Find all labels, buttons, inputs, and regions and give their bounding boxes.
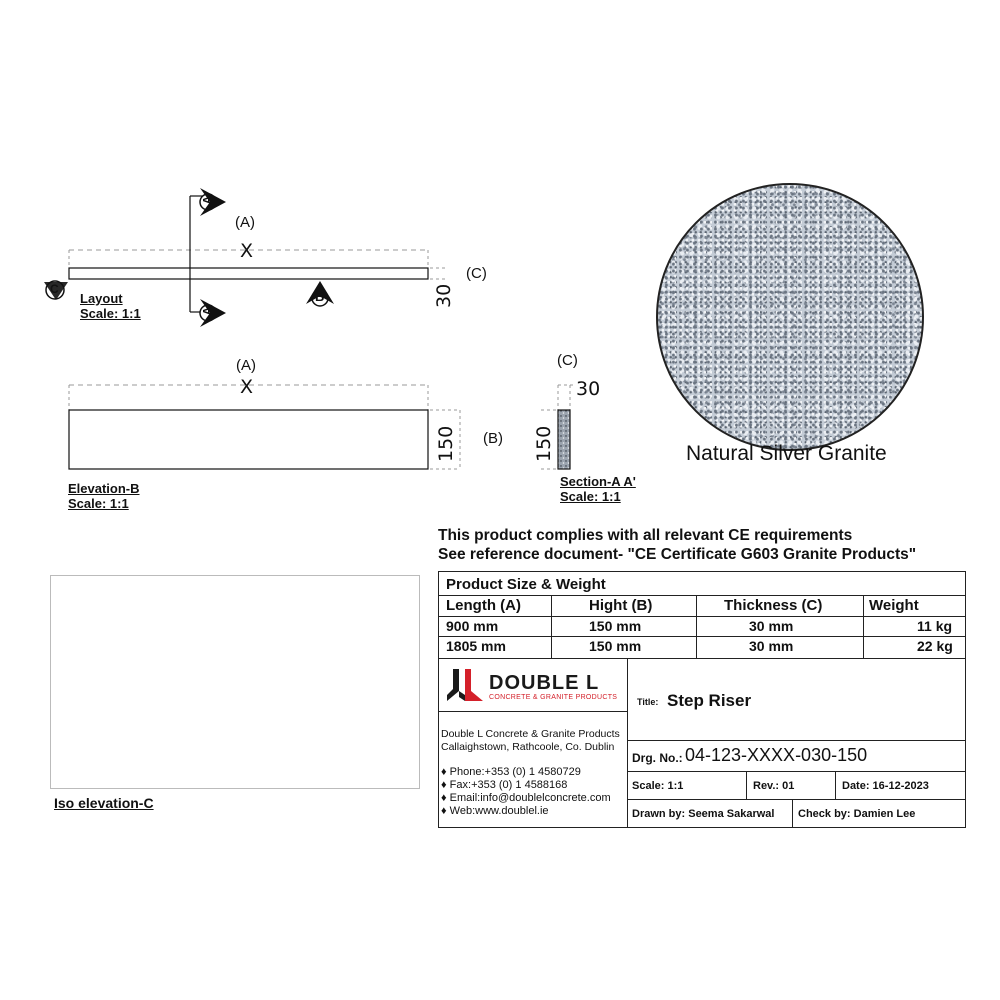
layout-outline	[69, 268, 428, 279]
material-name: Natural Silver Granite	[686, 442, 887, 465]
size-table-hline-3	[439, 636, 965, 637]
tb-scale: Scale: 1:1	[632, 780, 684, 792]
drg-label: Drg. No.:	[632, 751, 683, 765]
compliance-line-2: See reference document- "CE Certificate G603 Granite Products"	[438, 546, 917, 563]
elev-label-x: X	[240, 376, 254, 398]
header-thickness: Thickness (C)	[724, 597, 823, 614]
row1-height: 150 mm	[589, 618, 642, 634]
diamond-icon: ♦	[441, 792, 450, 804]
elevation-view-title: Elevation-B	[68, 481, 140, 496]
section-dim-thickness: 30	[576, 378, 601, 400]
company-fax: Fax:+353 (0) 1 4588168	[449, 779, 568, 791]
row2-thickness: 30 mm	[749, 638, 794, 654]
header-length: Length (A)	[446, 597, 521, 614]
granite-swatch	[656, 183, 924, 451]
diamond-icon: ♦	[441, 779, 450, 791]
tb-rev: Rev.: 01	[753, 780, 795, 792]
elevation-view-scale: Scale: 1:1	[68, 496, 129, 511]
iso-photo-frame	[50, 575, 420, 789]
company-address: Callaighstown, Rathcoole, Co. Dublin	[441, 741, 615, 753]
iso-caption: Iso elevation-C	[54, 795, 154, 811]
layout-dim-thickness: 30	[433, 283, 455, 308]
elev-dim-height: 150	[435, 425, 457, 462]
tb-drawn-by: Drawn by: Seema Sakarwal	[632, 808, 775, 820]
logo-text: DOUBLE L	[489, 672, 600, 694]
layout-label-x: X	[240, 240, 254, 262]
logo-mark-icon	[445, 667, 485, 703]
section-view-title: Section-A A'	[560, 474, 636, 489]
row2-length: 1805 mm	[446, 638, 506, 654]
elev-label-a: (A)	[236, 357, 256, 374]
compliance-line-1: This product complies with all relevant CE requirements	[438, 527, 853, 544]
size-table-title: Product Size & Weight	[446, 576, 606, 593]
elevation-view	[69, 385, 460, 469]
company-phone-row	[441, 766, 581, 778]
size-table-vline-2	[696, 595, 697, 659]
company-web: Web:www.doublel.ie	[449, 805, 549, 817]
size-table-vline-3	[863, 595, 864, 659]
tb-logo-divider	[439, 711, 627, 712]
size-table-vline-1	[551, 595, 552, 659]
layout-label-c: (C)	[466, 265, 487, 282]
section-c-letter: C	[50, 282, 59, 296]
diamond-icon: ♦	[441, 805, 450, 817]
tb-vline-drawn	[792, 799, 793, 827]
tb-vline-company	[627, 659, 628, 827]
header-height: Hight (B)	[589, 597, 653, 614]
tb-vline-rev	[835, 771, 836, 799]
section-a-bottom-letter: A	[200, 306, 215, 316]
title-value: Step Riser	[667, 691, 752, 710]
drg-value: 04-123-XXXX-030-150	[685, 745, 868, 765]
company-fax-row	[441, 779, 567, 791]
tb-hline-drg	[627, 771, 965, 772]
title-block	[438, 658, 966, 828]
logo-subtext: CONCRETE & GRANITE PRODUCTS	[489, 694, 618, 701]
layout-label-a: (A)	[235, 214, 255, 231]
logo-mark	[445, 667, 485, 703]
elevation-outline	[69, 410, 428, 469]
section-label-c: (C)	[557, 352, 578, 369]
company-web-row	[441, 805, 549, 817]
size-table	[438, 571, 966, 659]
size-table-hline-2	[439, 616, 965, 617]
layout-view-scale: Scale: 1:1	[80, 306, 141, 321]
tb-hline-scale	[627, 799, 965, 800]
company-name: Double L Concrete & Granite Products	[441, 728, 620, 740]
company-phone: Phone:+353 (0) 1 4580729	[449, 766, 581, 778]
row2-height: 150 mm	[589, 638, 642, 654]
row1-weight: 11 kg	[917, 618, 953, 634]
section-hatch	[558, 410, 570, 469]
tb-vline-scale	[746, 771, 747, 799]
tb-date: Date: 16-12-2023	[842, 780, 929, 792]
row1-length: 900 mm	[446, 618, 499, 634]
row2-weight: 22 kg	[917, 638, 953, 654]
company-email-row	[441, 792, 611, 804]
diamond-icon: ♦	[441, 766, 450, 778]
company-email: Email:info@doublelconcrete.com	[449, 792, 611, 804]
tb-check-by: Check by: Damien Lee	[798, 808, 916, 820]
size-table-hline-1	[439, 595, 965, 596]
header-weight: Weight	[869, 597, 919, 614]
section-dim-height: 150	[533, 425, 555, 462]
layout-view-title: Layout	[80, 291, 123, 306]
section-view-scale: Scale: 1:1	[560, 489, 621, 504]
tb-hline-title	[627, 740, 965, 741]
elev-label-b: (B)	[483, 430, 503, 447]
section-a-top-letter: A	[200, 195, 215, 205]
row1-thickness: 30 mm	[749, 618, 794, 634]
title-label: Title:	[637, 697, 659, 707]
section-b-letter: B	[315, 289, 325, 304]
